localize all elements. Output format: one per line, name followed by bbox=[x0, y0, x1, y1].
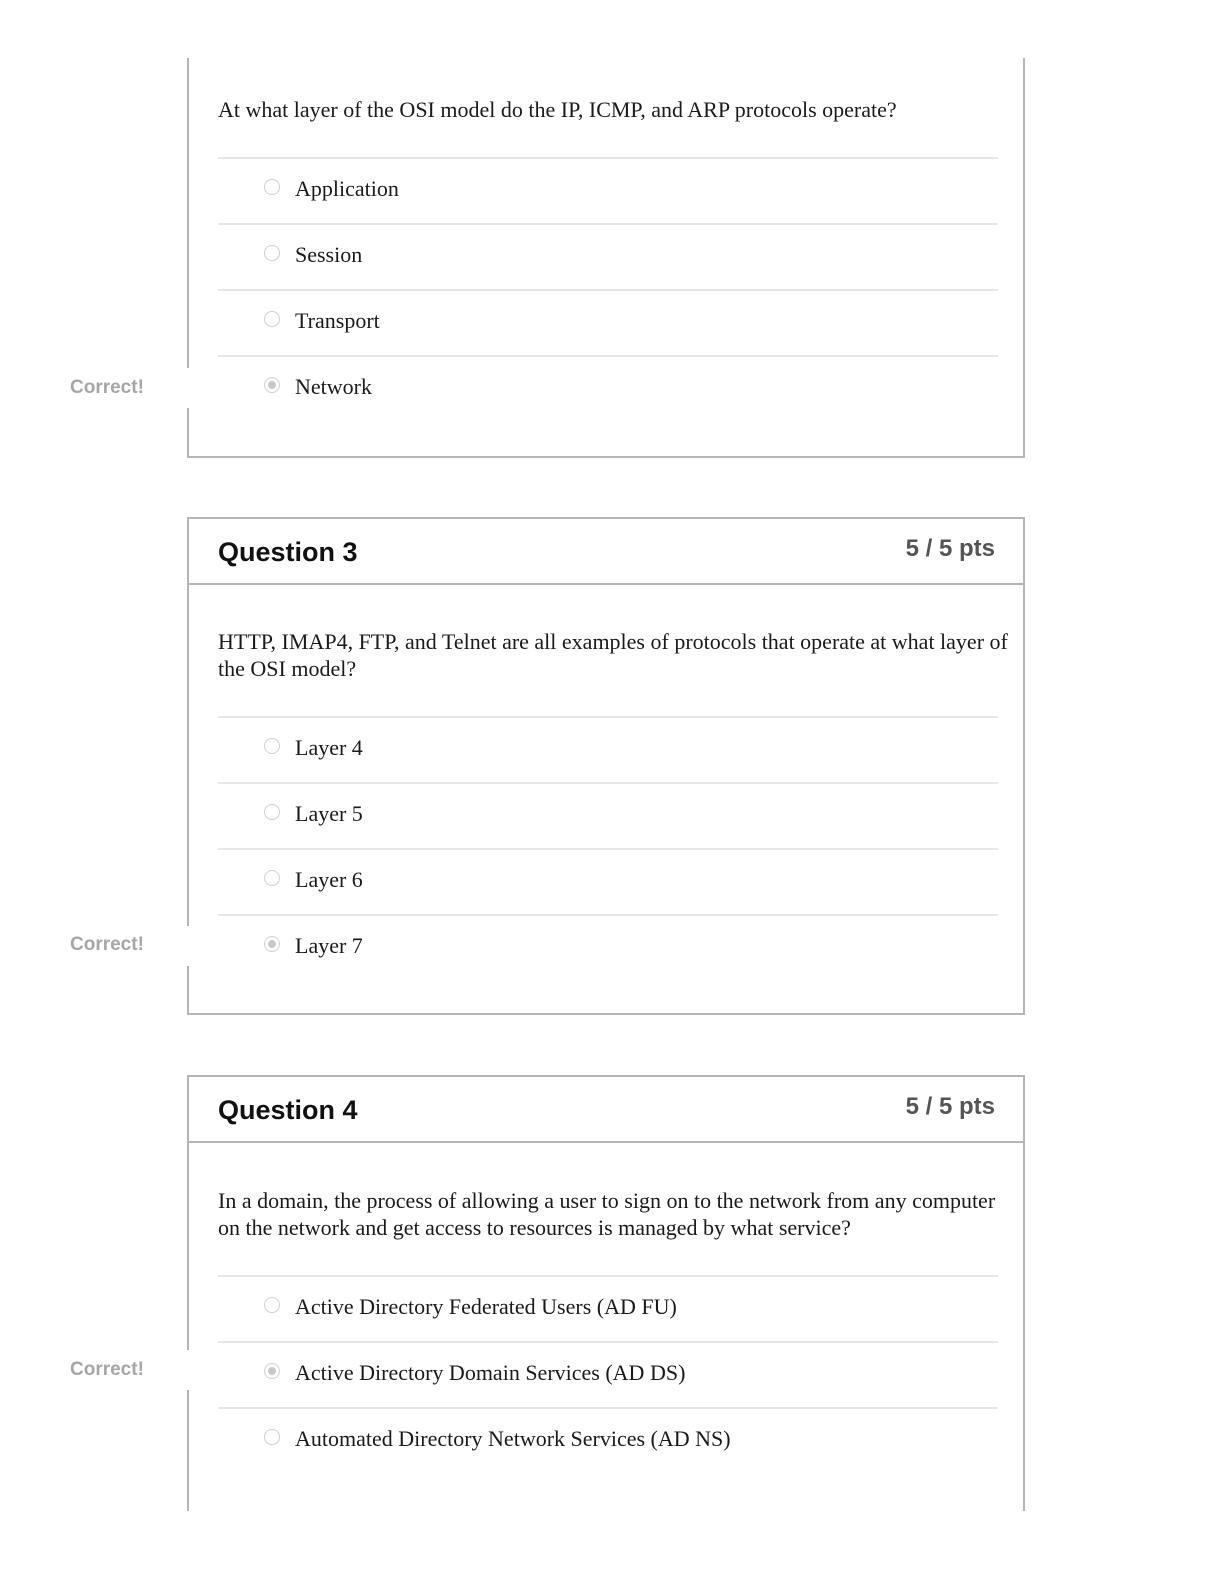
answer-label: Automated Directory Network Services (AD NS) bbox=[295, 1426, 731, 1451]
border-gap bbox=[180, 926, 194, 966]
answer-option[interactable] bbox=[218, 289, 998, 355]
radio-icon[interactable] bbox=[264, 179, 280, 195]
border-gap bbox=[180, 1350, 194, 1390]
correct-feedback: Correct! bbox=[70, 1359, 144, 1380]
question-title: Question 3 bbox=[218, 537, 358, 567]
answer-label: Transport bbox=[295, 308, 380, 333]
answer-option-selected[interactable] bbox=[218, 914, 998, 980]
answer-label: Session bbox=[295, 242, 363, 267]
question-title: Question 4 bbox=[218, 1095, 358, 1125]
question-points: 5 / 5 pts bbox=[905, 535, 995, 562]
question-text: In a domain, the process of allowing a user to sign on to the network from any computer on the network and get access to resources is managed by what service? bbox=[218, 1188, 996, 1240]
answer-label: Layer 7 bbox=[295, 933, 363, 958]
question-card-4 bbox=[187, 1075, 1025, 1511]
answer-label: Application bbox=[295, 176, 399, 201]
answer-option[interactable] bbox=[218, 1407, 998, 1473]
answer-option[interactable] bbox=[218, 1275, 998, 1341]
radio-icon[interactable] bbox=[264, 311, 280, 327]
question-header bbox=[189, 1077, 1023, 1143]
question-points: 5 / 5 pts bbox=[905, 1093, 995, 1120]
answer-list bbox=[218, 157, 998, 421]
radio-icon[interactable] bbox=[264, 870, 280, 886]
answer-list bbox=[218, 716, 998, 980]
radio-icon[interactable] bbox=[264, 804, 280, 820]
answer-option-selected[interactable] bbox=[218, 1341, 998, 1407]
answer-option[interactable] bbox=[218, 782, 998, 848]
answer-label: Network bbox=[295, 374, 372, 399]
question-text: HTTP, IMAP4, FTP, and Telnet are all examples of protocols that operate at what layer of the OSI model? bbox=[218, 629, 1008, 681]
answer-option[interactable] bbox=[218, 848, 998, 914]
answer-option-selected[interactable] bbox=[218, 355, 998, 421]
question-card-2 bbox=[187, 58, 1025, 458]
answer-option[interactable] bbox=[218, 223, 998, 289]
answer-option[interactable] bbox=[218, 157, 998, 223]
answer-label: Layer 6 bbox=[295, 867, 363, 892]
answer-label: Active Directory Federated Users (AD FU) bbox=[295, 1294, 677, 1319]
answer-option[interactable] bbox=[218, 716, 998, 782]
correct-feedback: Correct! bbox=[70, 934, 144, 955]
correct-feedback: Correct! bbox=[70, 377, 144, 398]
radio-icon[interactable] bbox=[264, 1297, 280, 1313]
answer-label: Layer 5 bbox=[295, 801, 363, 826]
radio-icon[interactable] bbox=[264, 738, 280, 754]
radio-selected-icon[interactable] bbox=[264, 936, 280, 952]
border-gap bbox=[180, 368, 194, 408]
radio-selected-icon[interactable] bbox=[264, 1363, 280, 1379]
radio-selected-icon[interactable] bbox=[264, 377, 280, 393]
answer-list bbox=[218, 1275, 998, 1473]
answer-label: Layer 4 bbox=[295, 735, 363, 760]
radio-icon[interactable] bbox=[264, 245, 280, 261]
question-text: At what layer of the OSI model do the IP, ICMP, and ARP protocols operate? bbox=[218, 97, 897, 122]
question-header bbox=[189, 519, 1023, 585]
answer-label: Active Directory Domain Services (AD DS) bbox=[295, 1360, 686, 1385]
question-card-3 bbox=[187, 517, 1025, 1015]
radio-icon[interactable] bbox=[264, 1429, 280, 1445]
